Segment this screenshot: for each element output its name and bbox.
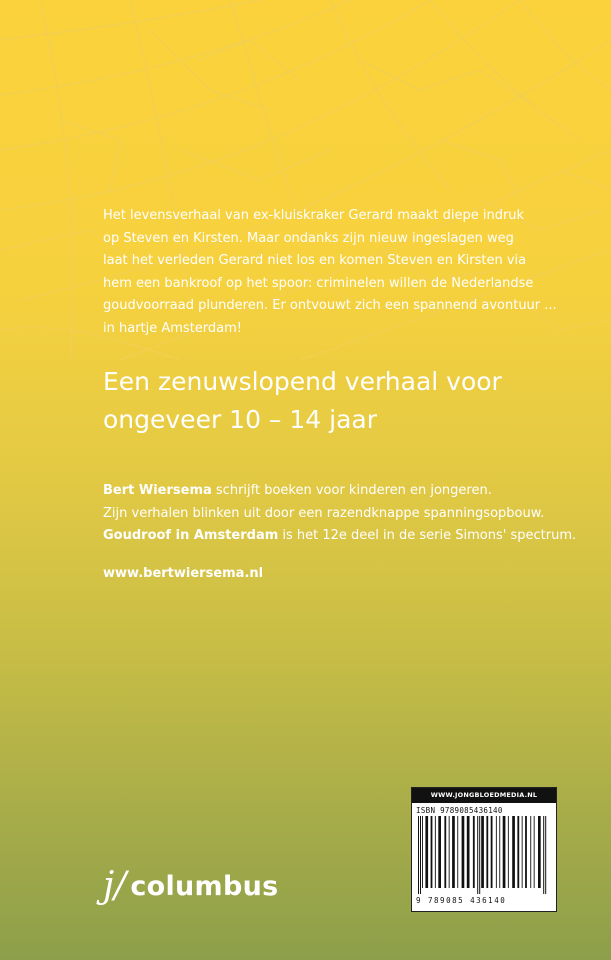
bio-line: Zijn verhalen blinken uit door een razendknappe spanningsopbouw. <box>103 505 545 521</box>
barcode-bar <box>534 816 535 888</box>
barcode-bar <box>499 816 500 888</box>
barcode-bar <box>457 816 458 888</box>
book-title: Goudroof in Amsterdam <box>103 528 279 543</box>
tagline <box>103 363 583 439</box>
barcode-bar <box>452 816 455 888</box>
barcode-bar <box>512 816 515 888</box>
barcode-bar <box>503 816 506 888</box>
barcode-bar <box>422 816 423 888</box>
barcode-bar <box>425 816 428 888</box>
barcode-label <box>411 787 557 912</box>
barcode-bar <box>473 816 475 888</box>
author-name: Bert Wiersema <box>103 483 212 498</box>
tagline-line: Een zenuwslopend verhaal voor <box>103 367 502 396</box>
street-line <box>40 0 73 360</box>
barcode-bar <box>420 816 421 894</box>
street-line <box>230 0 300 220</box>
street-line <box>360 60 540 110</box>
street-line <box>0 0 260 40</box>
blurb-line: op Steven en Kirsten. Maar ondanks zijn nieuw ingeslagen weg <box>103 230 514 246</box>
barcode-bar <box>449 816 450 888</box>
barcode-publisher-site: WWW.JONGBLOEDMEDIA.NL <box>412 788 556 803</box>
publisher-logo <box>103 866 279 906</box>
barcode-bar <box>496 816 497 888</box>
bio-text: is het 12e deel in de serie Simons' spectrum. <box>278 528 577 543</box>
barcode-bar <box>438 816 441 888</box>
bio-line <box>103 480 583 503</box>
barcode-bar <box>538 816 541 888</box>
barcode-bar <box>491 816 493 888</box>
street-line <box>0 0 350 95</box>
blurb-line: in hartje Amsterdam! <box>103 320 243 336</box>
publisher-name: columbus <box>130 870 279 902</box>
barcode-bar <box>462 816 465 888</box>
isbn-text: ISBN 9789085436140 <box>416 806 503 815</box>
tagline-line: ongeveer 10 – 14 jaar <box>103 405 377 434</box>
barcode-bar <box>467 816 470 888</box>
barcode-bar <box>525 816 527 888</box>
publisher-mark-icon: j <box>103 865 115 906</box>
barcode-bar <box>545 816 546 894</box>
barcode-bar <box>435 816 436 888</box>
street-line <box>0 0 520 210</box>
barcode-digits: 9 789085 436140 <box>416 896 507 905</box>
barcode-bar <box>508 816 509 888</box>
barcode-bar <box>479 816 480 894</box>
barcode-bar <box>418 816 419 894</box>
street-line <box>560 170 611 190</box>
bio-line <box>103 525 583 548</box>
publisher-slash: / <box>114 865 127 906</box>
barcode-bar <box>431 816 433 888</box>
blurb-line: hem een bankroof op het spoor: criminelen willen de Nederlandse <box>103 275 534 291</box>
blurb-line: goudvoorraad plunderen. Er ontvouwt zich een spannend avontuur ... <box>103 298 557 313</box>
barcode-bar <box>481 816 484 888</box>
street-line <box>430 0 580 140</box>
barcode-bar <box>517 816 519 888</box>
street-line <box>440 140 520 200</box>
bio-text: schrijft boeken voor kinderen en jongeren. <box>211 483 492 498</box>
author-bio <box>103 480 583 548</box>
street-line <box>520 0 611 90</box>
street-line <box>330 0 450 190</box>
barcode-bars <box>418 816 552 894</box>
barcode-bar <box>522 816 523 888</box>
barcode-bar <box>530 816 531 888</box>
blurb <box>103 205 573 340</box>
barcode-bar <box>486 816 488 888</box>
street-line <box>0 0 430 150</box>
barcode-bar <box>543 816 544 894</box>
barcode-bar <box>444 816 446 888</box>
blurb-line: laat het verleden Gerard niet los en komen Steven en Kirsten via <box>103 253 527 268</box>
blurb-line: Het levensverhaal van ex-kluiskraker Gerard maakt diepe indruk <box>103 208 525 223</box>
author-website-link[interactable]: www.bertwiersema.nl <box>103 566 264 581</box>
barcode-bar <box>477 816 478 894</box>
